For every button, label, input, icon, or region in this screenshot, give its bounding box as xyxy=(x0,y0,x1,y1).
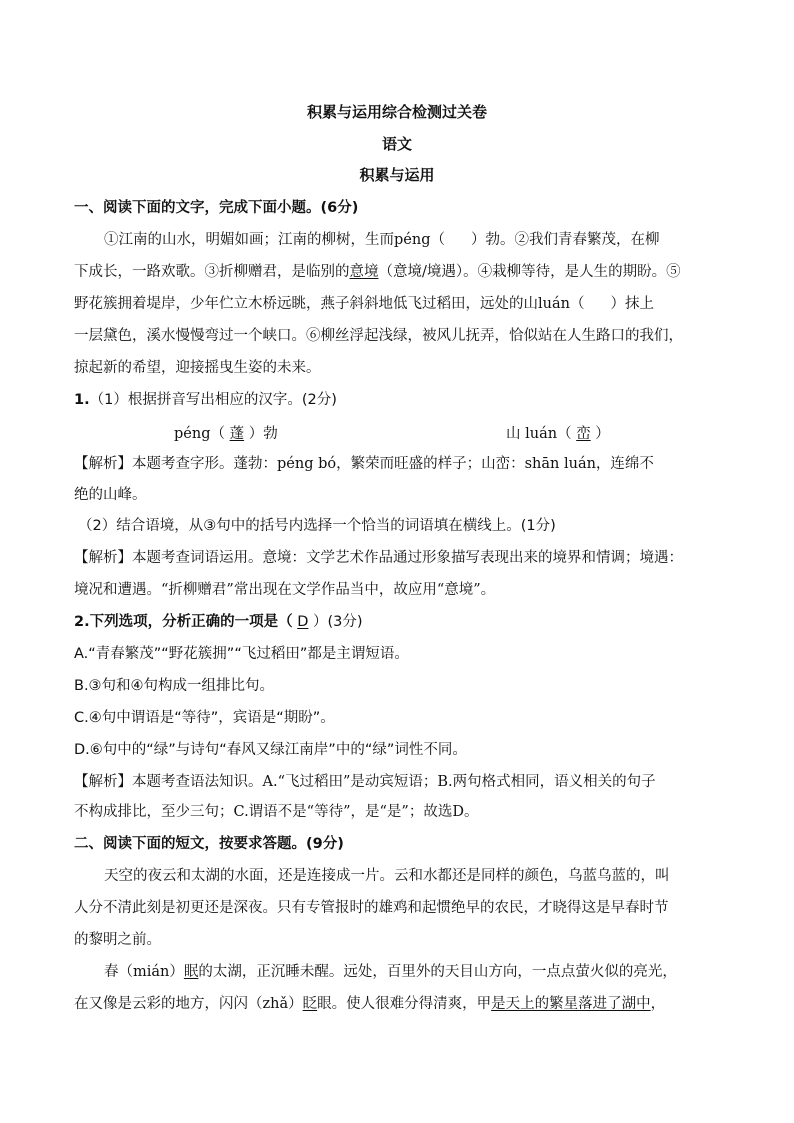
q2-option-c: C.④句中谓语是“等待”，宾语是“期盼”。 xyxy=(74,710,335,726)
q1-answer-b: 山 luán（ 峦 ） xyxy=(506,426,610,442)
passage1-line-1: ①江南的山水，明媚如画；江南的柳树，生而péng（ ）勃。②我们青春繁茂，在柳 xyxy=(104,232,660,248)
q1-answer-a-fill: 蓬 xyxy=(229,426,245,442)
q2-option-d: D.⑥句中的“绿”与诗句“春风又绿江南岸”中的“绿”词性不同。 xyxy=(74,742,467,758)
passage2-line-3: 的黎明之前。 xyxy=(74,932,161,948)
subject-title: 语文 xyxy=(381,135,412,153)
q1-number: 1. xyxy=(74,392,90,408)
part1-heading: 一、阅读下面的文字，完成下面小题。(6分) xyxy=(74,200,359,216)
part2-heading: 二、阅读下面的短文，按要求答题。(9分) xyxy=(74,836,344,852)
passage1-line-5: 掠起新的希望，迎接摇曳生姿的未来。 xyxy=(74,360,321,376)
section-title: 积累与运用 xyxy=(359,166,435,184)
q2-analysis-line-2: 不构成排比，至少三句；C.谓语不是“等待”，是“是”；故选D。 xyxy=(74,804,479,820)
q1b-analysis-line-1: 【解析】本题考查词语运用。意境：文学艺术作品通过形象描写表现出来的境界和情调；境遇： xyxy=(74,550,683,566)
q2-option-a: A.“青春繁茂”“野花簇拥”“飞过稻田”都是主谓短语。 xyxy=(74,646,409,662)
q1-analysis-line-2: 绝的山峰。 xyxy=(74,487,147,503)
q1b-stem: （2）结合语境，从③句中的括号内选择一个恰当的词语填在横线上。(1分) xyxy=(78,518,556,534)
q1-analysis-line-1: 【解析】本题考查字形。蓬勃：péng bó，繁荣而旺盛的样子；山峦：shān luán，连绵不 xyxy=(74,456,654,472)
q1-stem: 1.（1）根据拼音写出相应的汉字。(2分) xyxy=(74,392,337,408)
passage2-line-4: 春（mián）眠的太湖，正沉睡未醒。远处，百里外的天目山方向，一点点萤火似的亮光， xyxy=(104,964,677,980)
q1b-analysis-line-2: 境况和遭遇。“折柳赠君”常出现在文学作品当中，故应用“意境”。 xyxy=(74,582,496,598)
q2-analysis-line-1: 【解析】本题考查语法知识。A.“飞过稻田”是动宾短语；B.两句格式相同，语义相关的句子 xyxy=(74,774,656,790)
exam-title: 积累与运用综合检测过关卷 xyxy=(306,103,487,121)
passage1-line-2: 下成长，一路欢歌。③折柳赠君，是临别的意境（意境/境遇）。④栽柳等待，是人生的期盼。⑤ xyxy=(74,264,681,280)
q1-answer-a: péng（ 蓬 ）勃 xyxy=(174,426,278,442)
q2-option-b: B.③句和④句构成一组排比句。 xyxy=(74,678,275,694)
passage1-line-3: 野花簇拥着堤岸，少年伫立木桥远眺，燕子斜斜地低飞过稻田，远处的山luán（ ）抹上 xyxy=(74,296,654,312)
passage2-line-5: 在又像是云彩的地方，闪闪（zhǎ）眨眼。使人很难分得清爽，甲是天上的繁星落进了湖中， xyxy=(74,996,666,1012)
q1-answer-b-fill: 峦 xyxy=(576,426,591,442)
q2-answer: D xyxy=(297,614,309,630)
q2-stem: 2.下列选项，分析正确的一项是（ D ）(3分) xyxy=(74,614,363,630)
passage2-line-2: 人分不清此刻是初更还是深夜。只有专管报时的雄鸡和起惯绝早的农民，才晓得这是早春时节 xyxy=(74,900,669,916)
passage2-line-1: 天空的夜云和太湖的水面，还是连接成一片。云和水都还是同样的颜色，乌蓝乌蓝的，叫 xyxy=(104,868,670,884)
passage1-line-4: 一层黛色，溪水慢慢弯过一个峡口。⑥柳丝浮起浅绿，被风儿抚弄，恰似站在人生路口的我们， xyxy=(74,328,683,344)
